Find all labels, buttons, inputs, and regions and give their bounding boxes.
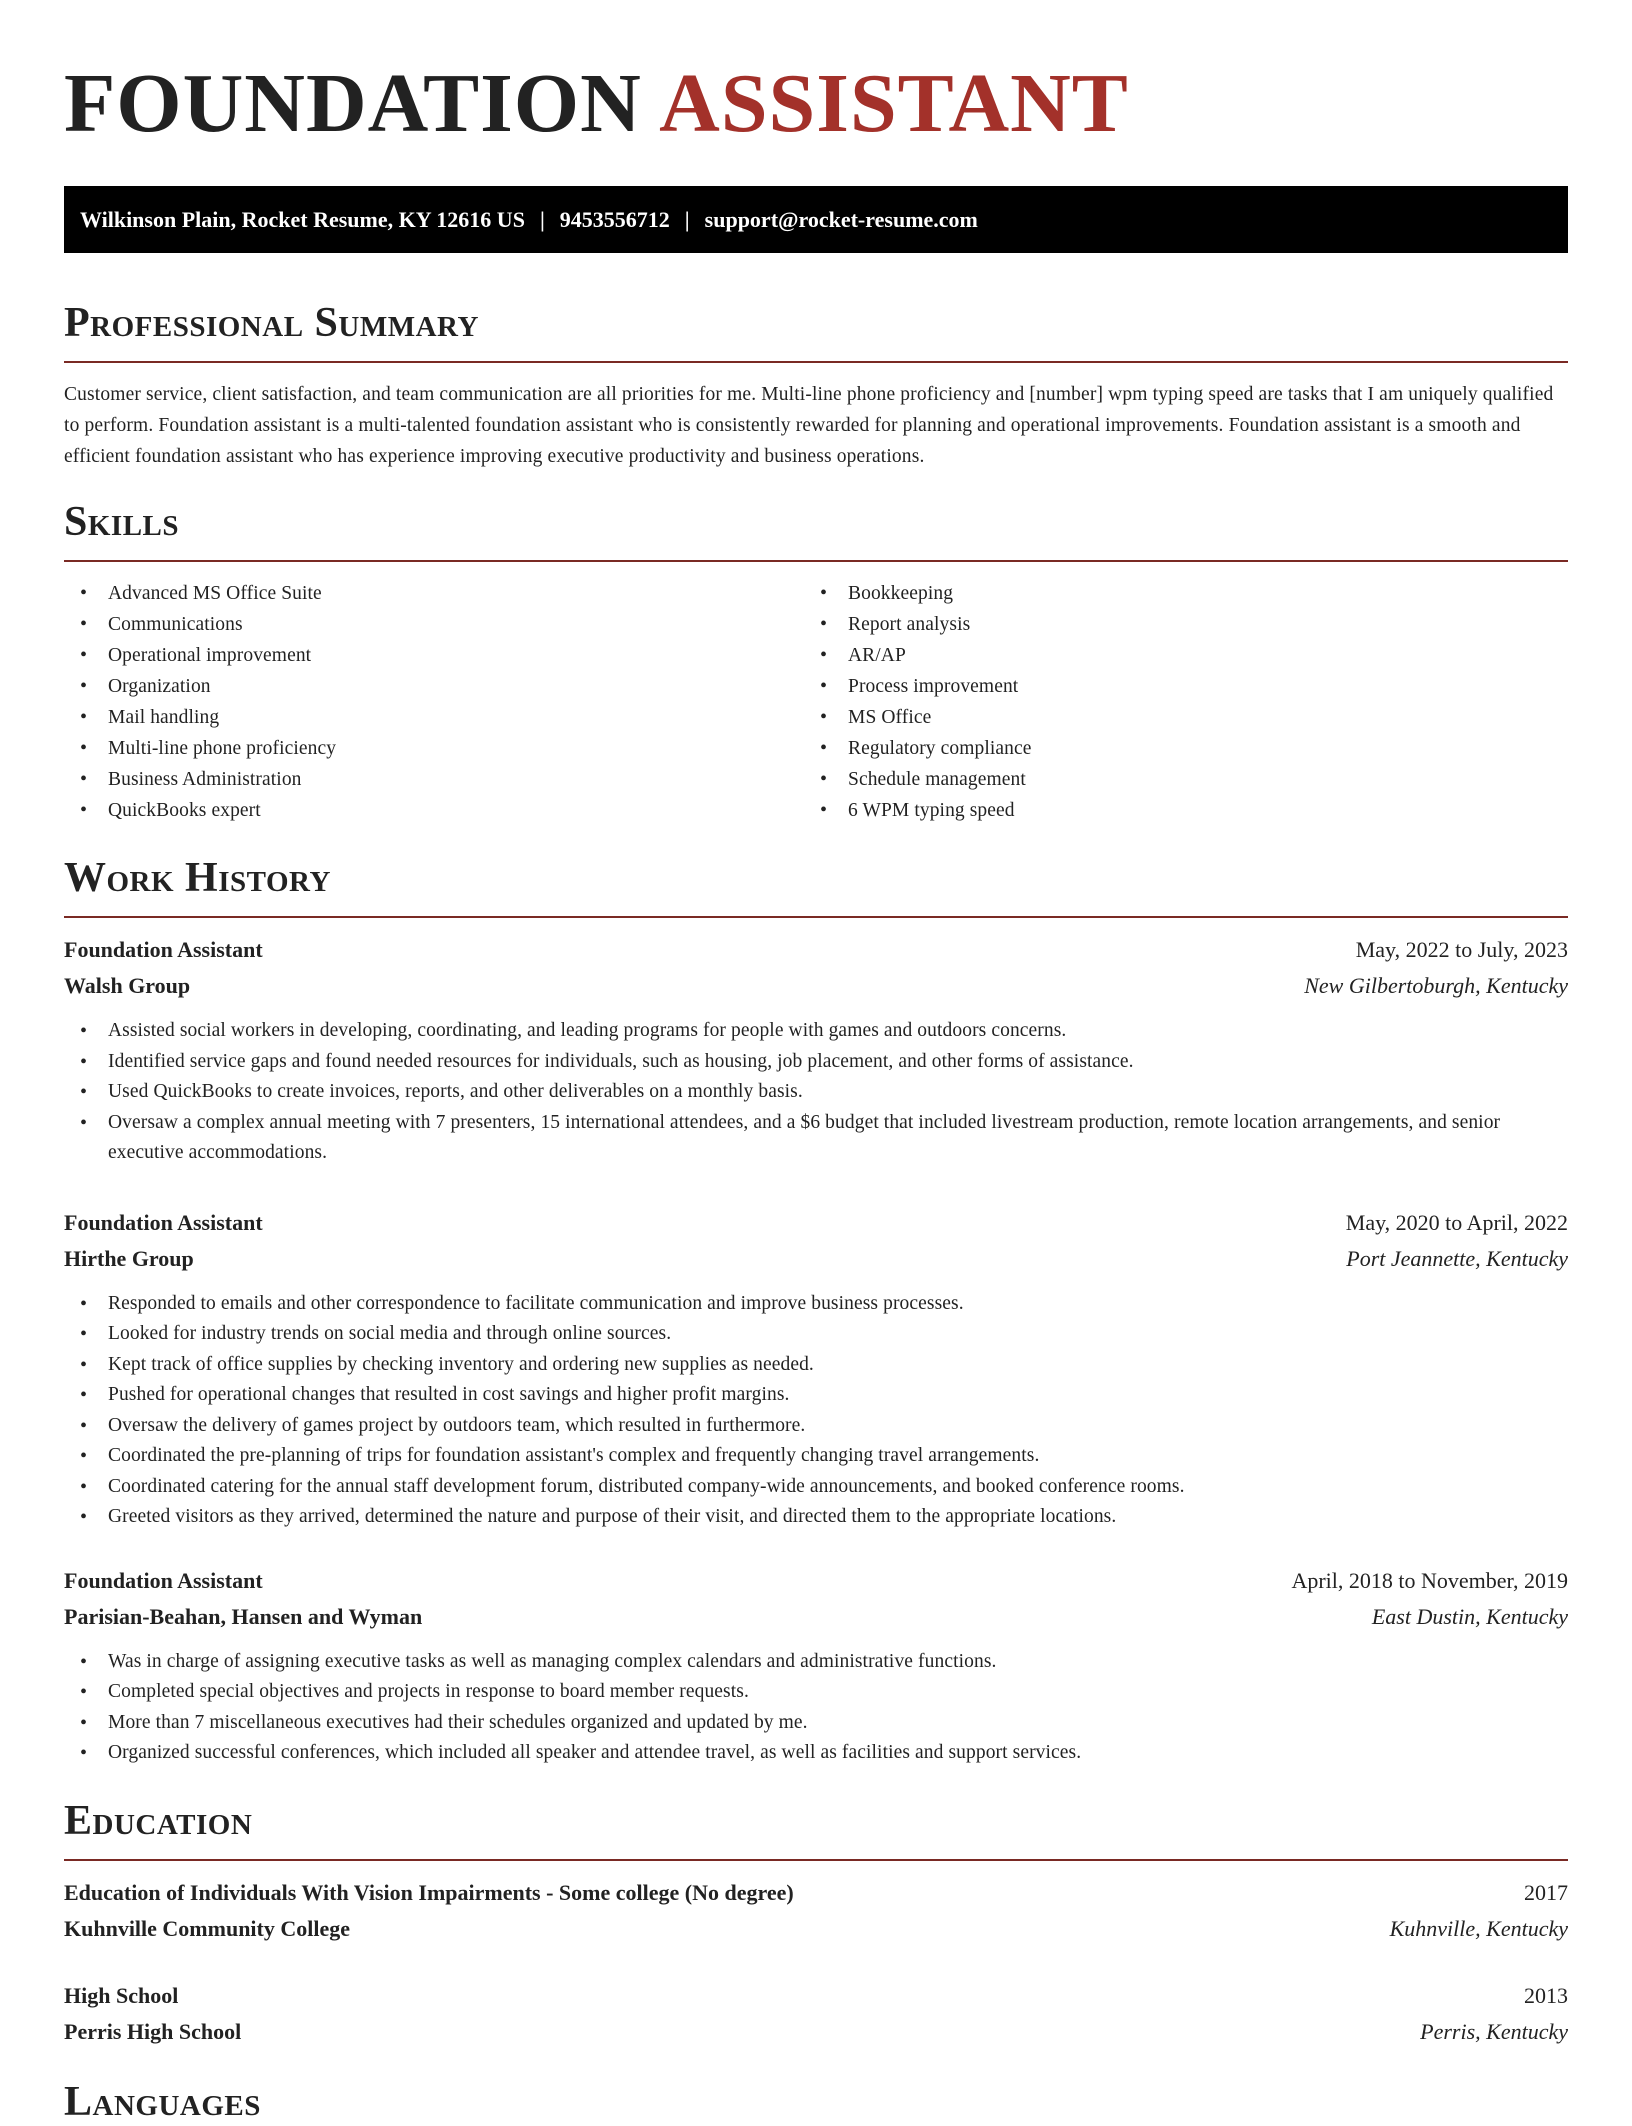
job-company: Walsh Group — [64, 973, 191, 998]
job-bullet: • Kept track of office supplies by checking inventory and ordering new supplies as needed. — [64, 1350, 1568, 1381]
skills-list-left — [64, 578, 804, 826]
resume-page — [64, 0, 1568, 2126]
job-title: Foundation Assistant — [64, 1567, 263, 1593]
contact-separator: | — [684, 206, 690, 232]
education-school-row — [64, 1911, 1568, 1947]
job-header-row — [64, 1205, 1568, 1241]
job-bullets — [64, 1016, 1568, 1169]
job-bullet: • Oversaw a complex annual meeting with 7 presenters, 15 international attendees, and a $6 budget that included livestream production, remote location arrangements, and senior executive accommodations. — [64, 1108, 1568, 1169]
job-bullet: • Coordinated catering for the annual staff development forum, distributed company-wide announcements, and booked conference rooms. — [64, 1472, 1568, 1503]
job-bullet: • Used QuickBooks to create invoices, reports, and other deliverables on a monthly basis. — [64, 1077, 1568, 1108]
job-bullets — [64, 1647, 1568, 1769]
skill-item: • Regulatory compliance — [804, 733, 1544, 764]
job-header-row — [64, 932, 1568, 968]
job-company-row — [64, 1599, 1568, 1635]
education-location: Kuhnville, Kentucky — [1389, 1915, 1568, 1941]
resume-name — [64, 57, 1568, 150]
job-title: Foundation Assistant — [64, 1209, 263, 1235]
skill-item: • Communications — [64, 609, 804, 640]
job-bullet: • Organized successful conferences, which included all speaker and attendee travel, as well as facilities and support services. — [64, 1738, 1568, 1769]
skill-item: • Operational improvement — [64, 640, 804, 671]
education-degree-row — [64, 1875, 1568, 1911]
skills-list-right — [804, 578, 1544, 826]
education-degree: Education of Individuals With Vision Impairments - Some college (No degree) — [64, 1879, 794, 1905]
skill-item: • QuickBooks expert — [64, 795, 804, 826]
skill-item: • AR/AP — [804, 640, 1544, 671]
section-title-skills: Skills — [64, 499, 180, 545]
summary-section — [64, 299, 1568, 472]
job-location: East Dustin, Kentucky — [1371, 1603, 1568, 1629]
job-header-row — [64, 1563, 1568, 1599]
job-entry — [64, 1563, 1568, 1769]
education-entry — [64, 1978, 1568, 2050]
section-divider — [64, 560, 1568, 562]
skills-section — [64, 498, 1568, 826]
job-company: Hirthe Group — [64, 1245, 194, 1271]
skill-item: • Advanced MS Office Suite — [64, 578, 804, 609]
job-bullet: • Assisted social workers in developing, coordinating, and leading programs for people with games and outdoors concerns. — [64, 1016, 1568, 1047]
section-divider — [64, 916, 1568, 918]
contact-address: Wilkinson Plain, Rocket Resume, KY 12616 US — [80, 206, 525, 232]
section-title-summary: Professional Summary — [64, 300, 479, 346]
job-location: New Gilbertoburgh, Kentucky — [1304, 973, 1568, 998]
job-company-row — [64, 968, 1568, 1004]
skills-columns — [64, 578, 1568, 826]
education-school-row — [64, 2014, 1568, 2050]
section-title-work: Work History — [64, 855, 331, 901]
education-section — [64, 1797, 1568, 2050]
skill-item: • Business Administration — [64, 764, 804, 795]
job-bullet: • Oversaw the delivery of games project by outdoors team, which resulted in furthermore. — [64, 1411, 1568, 1442]
skill-item: • MS Office — [804, 702, 1544, 733]
education-location: Perris, Kentucky — [1420, 2018, 1568, 2044]
education-degree-row — [64, 1978, 1568, 2014]
name-second: ASSISTANT — [659, 57, 1129, 150]
skill-item: • Schedule management — [804, 764, 1544, 795]
section-title-languages: Languages — [64, 2078, 261, 2125]
name-first: FOUNDATION — [64, 57, 642, 150]
job-bullet: • Completed special objectives and projects in response to board member requests. — [64, 1677, 1568, 1708]
job-company: Parisian-Beahan, Hansen and Wyman — [64, 1603, 423, 1629]
section-divider — [64, 361, 1568, 363]
skill-item: • Report analysis — [804, 609, 1544, 640]
contact-bar — [64, 186, 1568, 253]
skill-item: • 6 WPM typing speed — [804, 795, 1544, 826]
job-entry — [64, 932, 1568, 1169]
skill-item: • Organization — [64, 671, 804, 702]
education-school: Perris High School — [64, 2018, 242, 2044]
job-title: Foundation Assistant — [64, 937, 263, 962]
job-bullet: • Responded to emails and other correspondence to facilitate communication and improve business processes. — [64, 1289, 1568, 1320]
job-bullet: • More than 7 miscellaneous executives had their schedules organized and updated by me. — [64, 1708, 1568, 1739]
job-dates: April, 2018 to November, 2019 — [1291, 1567, 1568, 1593]
summary-text: Customer service, client satisfaction, and team communication are all priorities for me. Multi-line phone proficiency and [number] wpm typing speed are tasks that I am uniquely qualified to perform. Foundation assistant is a multi-talented foundation assistant who is consistently rewarded for planning and operational improvements. Foundation assistant is a smooth and efficient foundation assistant who has experience improving executive productivity and business operations. — [64, 384, 1554, 467]
work-history-section — [64, 854, 1568, 1769]
job-bullet: • Identified service gaps and found needed resources for individuals, such as housing, job placement, and other forms of assistance. — [64, 1047, 1568, 1078]
contact-email[interactable]: support@rocket-resume.com — [704, 206, 978, 232]
contact-phone[interactable]: 9453556712 — [559, 206, 670, 232]
job-bullets — [64, 1289, 1568, 1533]
skill-item: • Bookkeeping — [804, 578, 1544, 609]
job-bullet: • Looked for industry trends on social media and through online sources. — [64, 1319, 1568, 1350]
education-year: 2017 — [1524, 1879, 1568, 1905]
job-company-row — [64, 1241, 1568, 1277]
education-school: Kuhnville Community College — [64, 1915, 351, 1941]
job-dates: May, 2022 to July, 2023 — [1355, 937, 1568, 962]
job-location: Port Jeannette, Kentucky — [1346, 1245, 1568, 1271]
job-bullet: • Coordinated the pre-planning of trips for foundation assistant's complex and frequently changing travel arrangements. — [64, 1441, 1568, 1472]
education-entry — [64, 1875, 1568, 1947]
contact-separator: | — [539, 206, 545, 232]
languages-section — [64, 2078, 1568, 2126]
education-degree: High School — [64, 1982, 179, 2008]
section-divider — [64, 1859, 1568, 1861]
skill-item: • Process improvement — [804, 671, 1544, 702]
education-year: 2013 — [1524, 1982, 1568, 2008]
job-entry — [64, 1205, 1568, 1533]
skill-item: • Multi-line phone proficiency — [64, 733, 804, 764]
job-bullet: • Pushed for operational changes that resulted in cost savings and higher profit margins. — [64, 1380, 1568, 1411]
job-dates: May, 2020 to April, 2022 — [1345, 1209, 1568, 1235]
section-title-education: Education — [64, 1797, 253, 1844]
job-bullet: • Was in charge of assigning executive tasks as well as managing complex calendars and administrative functions. — [64, 1647, 1568, 1678]
job-bullet: • Greeted visitors as they arrived, determined the nature and purpose of their visit, and directed them to the appropriate locations. — [64, 1502, 1568, 1533]
skill-item: • Mail handling — [64, 702, 804, 733]
